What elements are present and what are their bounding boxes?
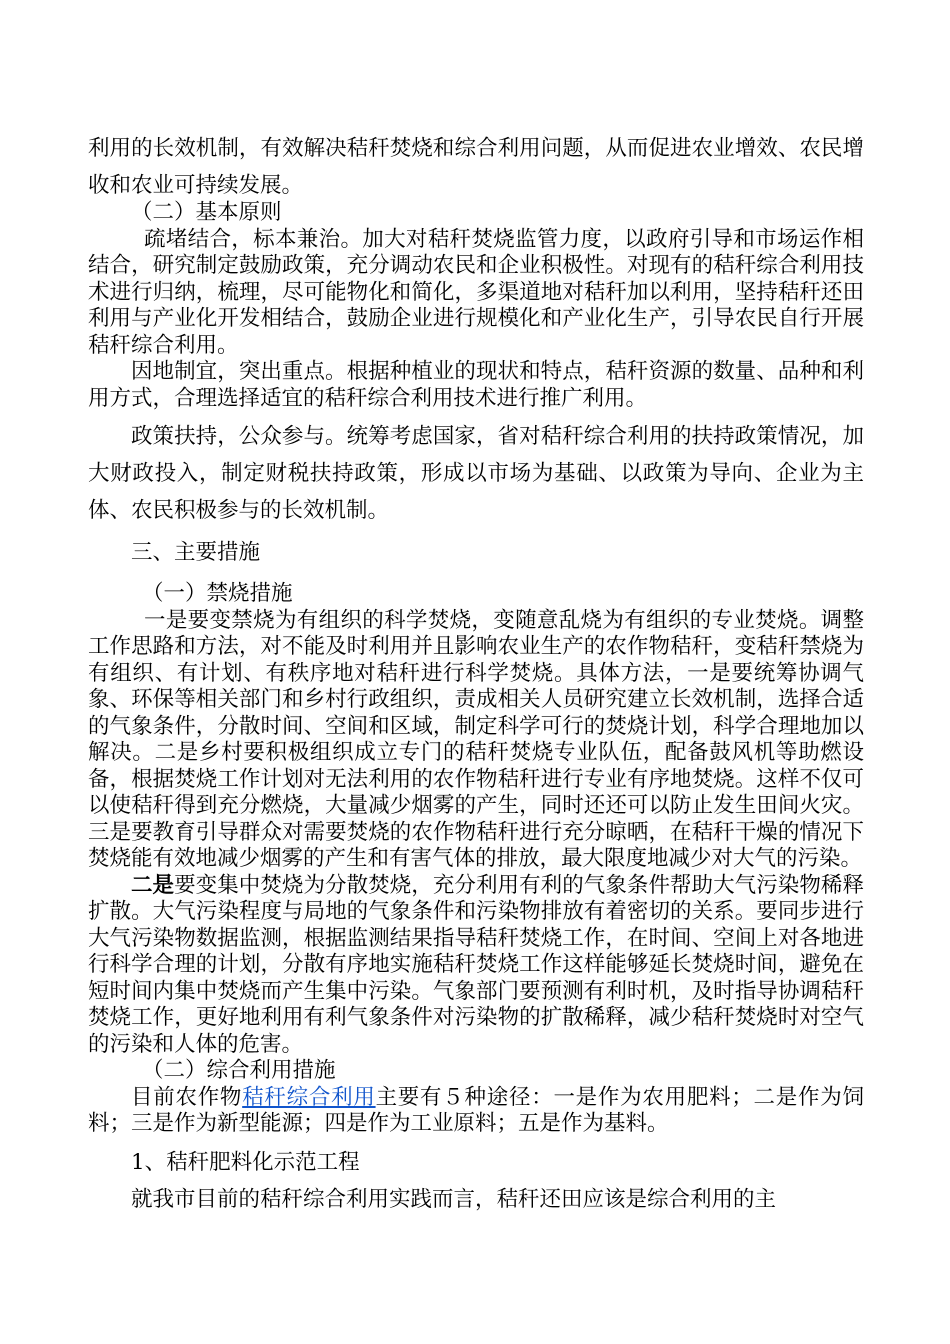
- emphasis-text: 二是: [131, 872, 175, 898]
- intro-paragraph: 利用的长效机制，有效解决秸秆焚烧和综合利用问题，从而促进农业增效、农民增收和农业可持续发展。: [88, 136, 864, 198]
- paragraph-text: 主要有５种途径：一是作为农用肥料；二是作为饲料；三是作为新型能源；四是作为工业原料；五是作为基料。: [88, 1084, 864, 1136]
- paragraph-text: 要变集中焚烧为分散焚烧，充分利用有利的气象条件帮助大气污染物稀释扩散。大气污染程度与局地的气象条件和污染物排放有着密切的关系。要同步进行大气污染物数据监测，根据监测结果指导秸秆焚烧工作，在时间、空间上对各地进行科学合理的计划，分散有序地实施秸秆焚烧工作这样能够延长焚烧时间，避免在短时间内集中焚烧而产生集中污染。气象部门要预测有利时机，及时指导协调秸秆焚烧工作，更好地利用有利气象条件对污染物的扩散稀释，减少秸秆焚烧时对空气的污染和人体的危害。: [88, 872, 864, 1057]
- burning-ban-paragraph-1: 一是要变禁烧为有组织的科学焚烧，变随意乱烧为有组织的专业焚烧。调整工作思路和方法，对不能及时利用并且影响农业生产的农作物秸秆，变秸秆禁烧为有组织、有计划、有秩序地对秸秆进行科学焚烧。具体方法，一是要统筹协调气象、环保等相关部门和乡村行政组织，责成相关人员研究建立长效机制，选择合适的气象条件，分散时间、空间和区域，制定科学可行的焚烧计划，科学合理地加以解决。二是乡村要积极组织成立专门的秸秆焚烧专业队伍，配备鼓风机等助燃设备，根据焚烧工作计划对无法利用的农作物秸秆进行专业有序地焚烧。这样不仅可以使秸秆得到充分燃烧，大量减少烟雾的产生，同时还还可以防止发生田间火灾。三是要教育引导群众对需要焚烧的农作物秸秆进行充分晾晒，在秸秆干燥的情况下焚烧能有效地减少烟雾的产生和有害气体的排放，最大限度地减少对大气的污染。: [88, 607, 864, 871]
- fertilizer-paragraph: 就我市目前的秸秆综合利用实践而言，秸秆还田应该是综合利用的主: [131, 1186, 777, 1212]
- paragraph-text: 目前农作物: [131, 1084, 243, 1110]
- principle-paragraph-3: 政策扶持，公众参与。统筹考虑国家，省对秸秆综合利用的扶持政策情况，加大财政投入，制定财税扶持政策，形成以市场为基础、以政策为导向、企业为主体、农民积极参与的长效机制。: [88, 424, 864, 523]
- section-heading-burning-ban: （一）禁烧措施: [142, 581, 293, 606]
- principle-paragraph-2: 因地制宜，突出重点。根据种植业的现状和特点，秸秆资源的数量、品种和利用方式，合理选择适宜的秸秆综合利用技术进行推广利用。: [88, 359, 864, 411]
- document-page: [88, 130, 864, 1218]
- section-heading-basic-principles: （二）基本原则: [131, 200, 282, 225]
- subsection-heading-fertilizer: 1、秸秆肥料化示范工程: [131, 1149, 360, 1175]
- principle-paragraph-1: 疏堵结合，标本兼治。加大对秸秆焚烧监管力度，以政府引导和市场运作相结合，研究制定鼓励政策，充分调动农民和企业积极性。对现有的秸秆综合利用技术进行归纳，梳理，尽可能物化和简化，多渠道地对秸秆加以利用，坚持秸秆还田利用与产业化开发相结合，鼓励企业进行规模化和产业化生产，引导农民自行开展秸秆综合利用。: [88, 226, 864, 358]
- comprehensive-use-paragraph: [88, 1085, 864, 1138]
- straw-utilization-link[interactable]: 秸秆综合利用: [242, 1084, 376, 1110]
- section-heading-comprehensive-use: （二）综合利用措施: [142, 1058, 336, 1083]
- burning-ban-paragraph-2: [88, 873, 864, 1059]
- section-heading-main-measures: 三、主要措施: [131, 540, 261, 565]
